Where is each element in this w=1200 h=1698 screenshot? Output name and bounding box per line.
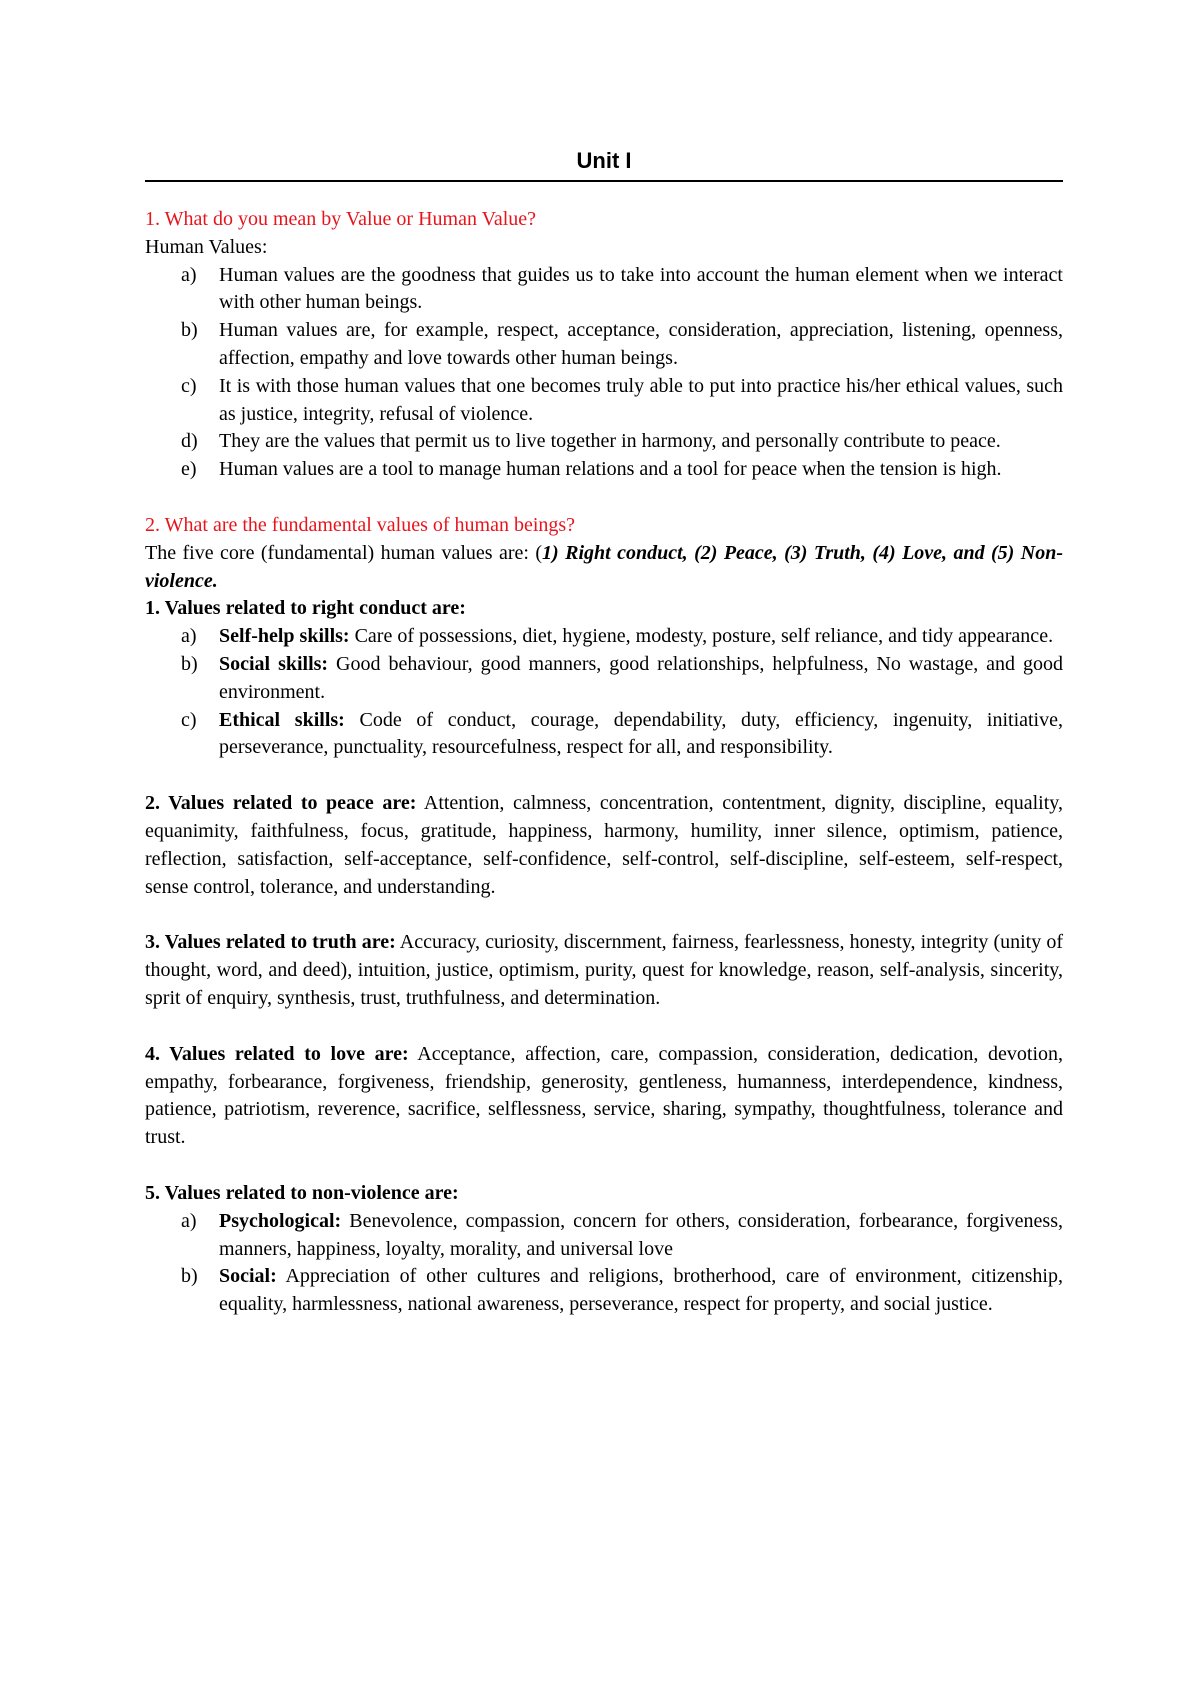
- peace-values-paragraph: [145, 790, 1063, 901]
- list-marker: a): [181, 263, 197, 286]
- truth-values-label: 3. Values related to truth are:: [145, 931, 396, 954]
- love-values-paragraph: [145, 1041, 1063, 1152]
- list-marker: c): [181, 708, 197, 731]
- list-item-text: It is with those human values that one becomes truly able to put into practice his/her ethical values, such as justice, integrity, refusal of violence.: [219, 374, 1063, 425]
- non-violence-list: [145, 1208, 1063, 1319]
- list-item: [145, 1208, 1063, 1264]
- list-marker: b): [181, 1265, 198, 1288]
- core-values-list-emphasis: 1) Right conduct, (2) Peace, (3) Truth, (4) Love, and (5) Non-violence: [145, 541, 1063, 592]
- love-values-label: 4. Values related to love are:: [145, 1042, 409, 1065]
- non-violence-heading: 5. Values related to non-violence are:: [145, 1181, 459, 1204]
- core-values-intro-suffix: .: [212, 569, 218, 592]
- truth-values-paragraph: [145, 929, 1063, 1012]
- list-item: [145, 651, 1063, 707]
- list-item-text: Good behaviour, good manners, good relationships, helpfulness, No wastage, and good environment.: [219, 652, 1063, 703]
- list-item-text: Benevolence, compassion, concern for others, consideration, forbearance, forgiveness, manners, happiness, loyalty, morality, and universal love: [219, 1209, 1063, 1260]
- truth-values-text: Accuracy, curiosity, discernment, fairness, fearlessness, honesty, integrity (unity of thought, word, and deed), intuition, justice, optimism, purity, quest for knowledge, reason, self-analysis, sincerity, sprit of enquiry, synthesis, trust, truthfulness, and determination.: [145, 931, 1063, 1009]
- list-item: [145, 623, 1063, 651]
- list-marker: c): [181, 374, 197, 397]
- question-1-heading: 1. What do you mean by Value or Human Value?: [145, 208, 537, 230]
- list-item: [145, 428, 1063, 456]
- list-item: [145, 456, 1063, 484]
- list-item-text: They are the values that permit us to live together in harmony, and personally contribute to peace.: [219, 430, 1001, 453]
- list-item: [145, 373, 1063, 429]
- list-marker: a): [181, 625, 197, 648]
- list-marker: b): [181, 319, 198, 342]
- list-item-text: Code of conduct, courage, dependability, duty, efficiency, ingenuity, initiative, perseverance, punctuality, resourcefulness, respect for all, and responsibility.: [219, 708, 1063, 759]
- list-item: [145, 707, 1063, 763]
- list-item-text: Appreciation of other cultures and religions, brotherhood, care of environment, citizenship, equality, harmlessness, national awareness, perseverance, respect for property, and social justice.: [219, 1265, 1063, 1316]
- core-values-intro-prefix: The five core (fundamental) human values are: (: [145, 541, 543, 564]
- human-values-intro: Human Values:: [145, 235, 268, 258]
- love-values-text: Acceptance, affection, care, compassion, consideration, dedication, devotion, empathy, forbearance, forgiveness, friendship, generosity, gentleness, humanness, interdependence, kindness, patience, patriotism, reverence, sacrifice, selflessness, service, sharing, sympathy, thoughtfulness, tolerance and trust.: [145, 1042, 1064, 1149]
- list-item: [145, 1263, 1063, 1319]
- human-values-list: [145, 262, 1063, 484]
- list-item-label: Social:: [219, 1265, 277, 1288]
- peace-values-label: 2. Values related to peace are:: [145, 792, 417, 815]
- list-item-label: Ethical skills:: [219, 708, 345, 731]
- list-item: [145, 262, 1063, 318]
- list-item-text: Human values are a tool to manage human relations and a tool for peace when the tension is high.: [219, 458, 1002, 481]
- right-conduct-heading: 1. Values related to right conduct are:: [145, 597, 466, 620]
- list-marker: d): [181, 430, 198, 453]
- list-item-text: Human values are, for example, respect, acceptance, consideration, appreciation, listening, openness, affection, empathy and love towards other human beings.: [219, 319, 1063, 369]
- list-item-label: Social skills:: [219, 652, 329, 675]
- right-conduct-list: [145, 623, 1063, 762]
- list-item-label: Psychological:: [219, 1209, 342, 1232]
- core-values-intro: [145, 540, 1063, 596]
- list-marker: e): [181, 458, 197, 481]
- question-2-heading: 2. What are the fundamental values of human beings?: [145, 513, 576, 536]
- list-marker: a): [181, 1209, 197, 1232]
- list-item-text: Human values are the goodness that guides us to take into account the human element when we interact with other human beings.: [219, 263, 1063, 314]
- document-page: [145, 146, 1063, 1319]
- list-item-label: Self-help skills:: [219, 625, 350, 648]
- peace-values-text: Attention, calmness, concentration, contentment, dignity, discipline, equality, equanimity, faithfulness, focus, gratitude, happiness, harmony, humility, inner silence, optimism, patience, reflection, satisfaction, self-acceptance, self-confidence, self-control, self-discipline, self-esteem, self-respect, sense control, tolerance, and understanding.: [145, 792, 1063, 898]
- list-item-text: Care of possessions, diet, hygiene, modesty, posture, self reliance, and tidy appearance.: [349, 625, 1054, 648]
- list-item: [145, 317, 1063, 373]
- list-marker: b): [181, 652, 198, 675]
- unit-title: Unit I: [145, 146, 1063, 182]
